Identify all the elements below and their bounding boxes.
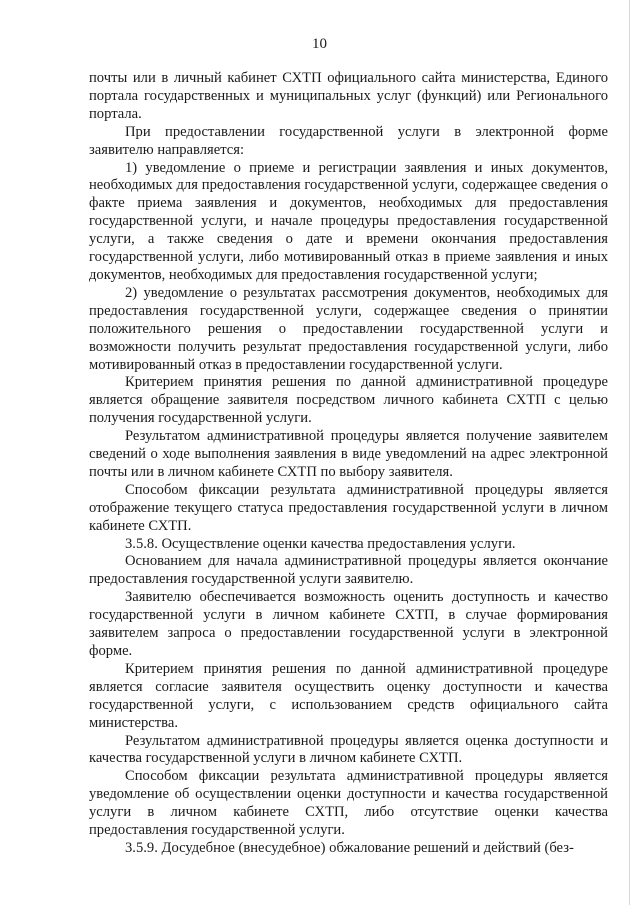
- paragraph-list-item-2: 2) уведомление о результатах рассмотрения документов, необходимых для предоставления государственной услуги, содержащее сведения о принятии положительного решения о предоставлении государственной услуги и возможности получить результат предоставления государственной услуги, либо мотивированный отказ в предоставлении государственной услуги.: [89, 284, 608, 373]
- paragraph: Способом фиксации результата административной процедуры является уведомление об осуществлении оценки доступности и качества государственной услуги в личном кабинете СХТП, либо отсутствие оценки качества предоставления государственной услуги.: [89, 768, 608, 839]
- paragraph: Основанием для начала административной процедуры является окончание предоставления государственной услуги заявителю.: [89, 553, 608, 588]
- paragraph: Результатом административной процедуры является оценка доступности и качества государственной услуги в личном кабинете СХТП.: [89, 732, 608, 767]
- page-number: 10: [312, 36, 327, 52]
- paragraph: Заявителю обеспечивается возможность оценить доступность и качество государственной услуги в личном кабинете СХТП, в случае формирования заявителем запроса о предоставлении государственной услуги в электронной форме.: [89, 589, 608, 659]
- paragraph: Критерием принятия решения по данной административной процедуре является обращение заявителя посредством личного кабинета СХТП с целью получения государственной услуги.: [89, 374, 608, 427]
- section-heading-3-5-8: 3.5.8. Осуществление оценки качества предоставления услуги.: [125, 535, 516, 552]
- page-edge-divider: [629, 0, 630, 905]
- paragraph: Результатом административной процедуры является получение заявителем сведений о ходе выполнения заявления в виде уведомлений на адрес электронной почты или в личном кабинете СХТП по выбору заявителя.: [89, 428, 608, 480]
- paragraph-list-item-1: 1) уведомление о приеме и регистрации заявления и иных документов, необходимых для предоставления государственной услуги, содержащее сведения о факте приема заявления и документов, необходимых для предоставления государственной услуги, и начале процедуры предоставления государственной услуги, а также сведения о дате и времени окончания предоставления государственной услуги, либо мотивированный отказ в приеме заявления и иных документов, необходимых для предоставления государственной услуги;: [89, 159, 608, 283]
- document-body: [89, 70, 608, 858]
- paragraph: При предоставлении государственной услуги в электронной форме заявителю направляется:: [89, 123, 608, 158]
- paragraph-continuation: почты или в личный кабинет СХТП официального сайта министерства, Единого портала государственных и муниципальных услуг (функций) или Регионального портала.: [89, 70, 608, 122]
- paragraph: Способом фиксации результата административной процедуры является отображение текущего статуса предоставления государственной услуги в личном кабинете СХТП.: [89, 481, 608, 534]
- paragraph: Критерием принятия решения по данной административной процедуре является согласие заявителя осуществить оценку доступности и качества государственной услуги, с использованием средств официального сайта министерства.: [89, 660, 608, 731]
- section-heading-3-5-9: 3.5.9. Досудебное (внесудебное) обжалование решений и действий (без-: [125, 839, 574, 856]
